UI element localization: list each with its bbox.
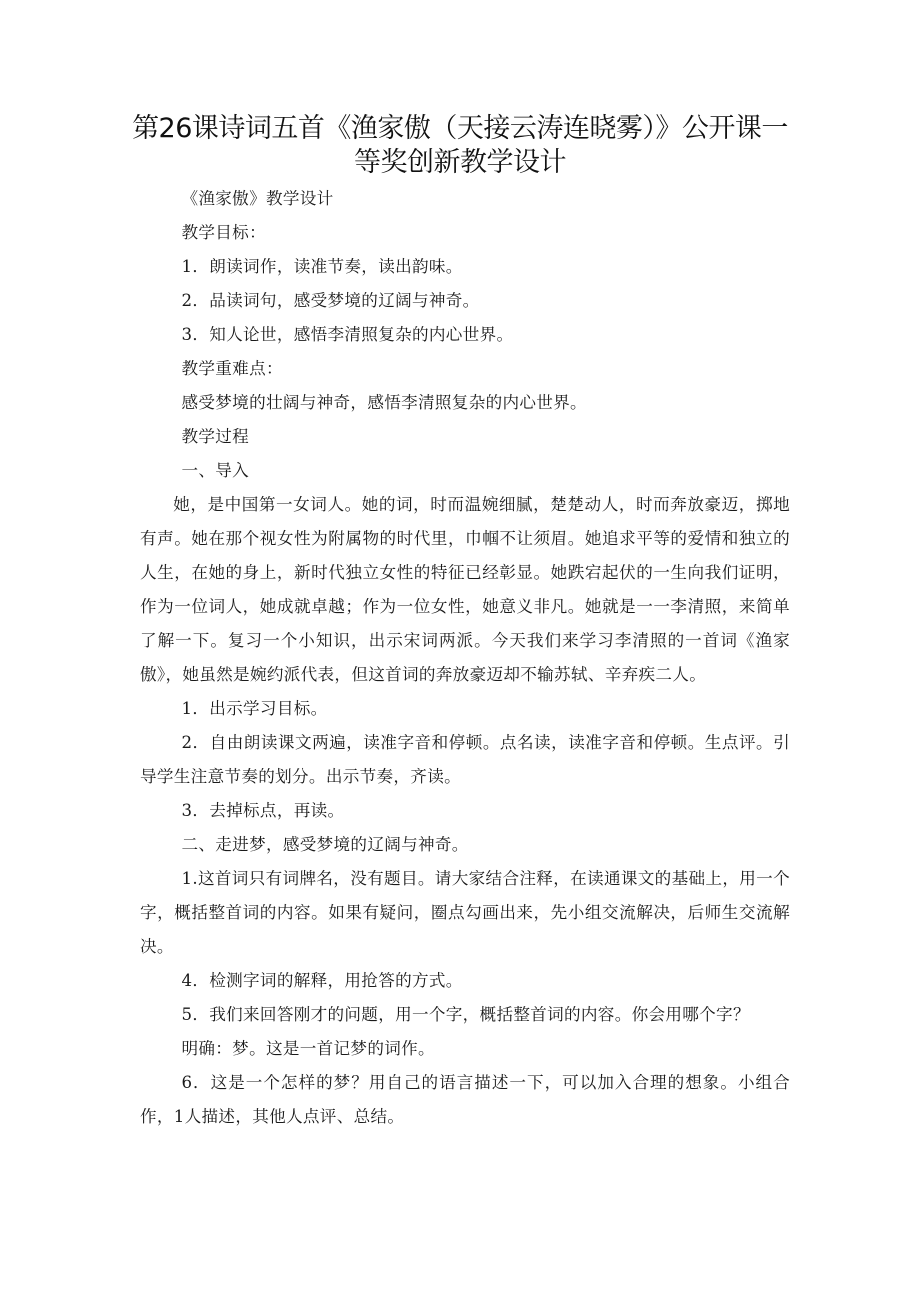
paragraph-dream-1: 1.这首词只有词牌名，没有题目。请大家结合注释，在读通课文的基础上，用一个字，概括整首词的内容。如果有疑问，圈点勾画出来，先小组交流解决，后师生交流解决。 [140,869,790,956]
paragraph-answer: 明确：梦。这是一首记梦的词作。 [181,1039,435,1058]
document-title: 第26课诗词五首《渔家傲（天接云涛连晓雾）》公开课一等奖创新教学设计 [132,113,788,178]
paragraph-step-3: 3．去掉标点，再读。 [181,801,345,820]
paragraph-dream-4: 4．检测字词的解释，用抢答的方式。 [181,971,463,990]
paragraph-step-1: 1．出示学习目标。 [181,699,328,718]
paragraph-objective-1: 1．朗读词作，读准节奏，读出韵味。 [181,257,463,276]
document-body [140,182,790,1134]
paragraph-step-2: 2．自由朗读课文两遍，读准字音和停顿。点名读，读准字音和停顿。生点评。引导学生注意节奏的划分。出示节奏，齐读。 [140,733,790,786]
paragraph-section-dream: 二、走进梦，感受梦境的辽阔与神奇。 [181,835,469,854]
paragraph-keypoints: 感受梦境的壮阔与神奇，感悟李清照复杂的内心世界。 [181,393,587,412]
paragraph-process-heading: 教学过程 [181,427,250,446]
paragraph-dream-5: 5．我们来回答刚才的问题，用一个字，概括整首词的内容。你会用哪个字？ [181,1005,750,1024]
paragraph-objectives-heading: 教学目标： [181,223,266,242]
paragraph-intro-text: 她，是中国第一女词人。她的词，时而温婉细腻，楚楚动人，时而奔放豪迈，掷地有声。她在那个视女性为附属物的时代里，巾帼不让须眉。她追求平等的爱情和独立的人生，在她的身上，新时代独立女性的特征已经彰显。她跌宕起伏的一生向我们证明，作为一位词人，她成就卓越；作为一位女性，她意义非凡。她就是一一李清照，来简单了解一下。复习一个小知识，出示宋词两派。今天我们来学习李清照的一首词《渔家傲》，她虽然是婉约派代表，但这首词的奔放豪迈却不输苏轼、辛弃疾二人。 [140,495,790,684]
paragraph-objective-2: 2．品读词句，感受梦境的辽阔与神奇。 [181,291,480,310]
paragraph-objective-3: 3．知人论世，感悟李清照复杂的内心世界。 [181,325,514,344]
paragraph-subtitle: 《渔家傲》教学设计 [181,189,334,208]
paragraph-keypoints-heading: 教学重难点： [181,359,283,378]
paragraph-section-intro: 一、导入 [181,461,250,480]
paragraph-dream-6: 6．这是一个怎样的梦？用自己的语言描述一下，可以加入合理的想象。小组合作，1人描述，其他人点评、总结。 [140,1073,790,1126]
